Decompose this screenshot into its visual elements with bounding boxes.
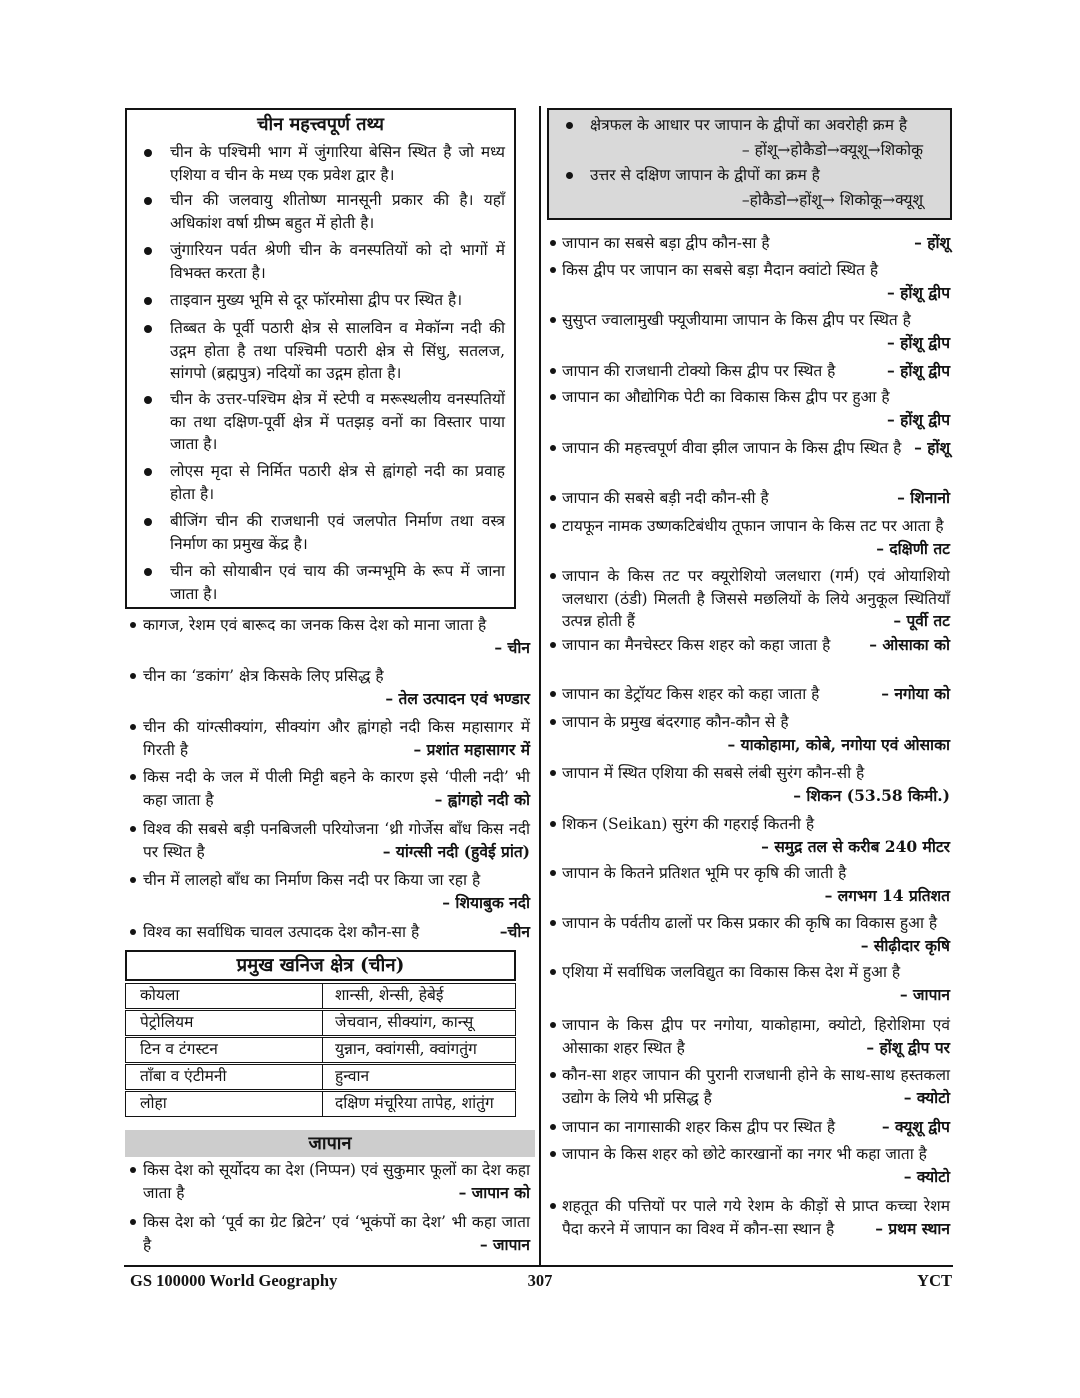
qa-item — [143, 1159, 530, 1204]
question-text: कागज, रेशम एवं बारूद का जनक किस देश को माना जाता है — [143, 616, 487, 634]
region-cell: जेचवान, सीक्यांग, कान्सू — [335, 1013, 474, 1031]
question-text: किस नदी के जल में पीली मिट्टी बहने के कारण इसे ‘पीली नदी’ भी कहा जाता है — [143, 768, 530, 809]
qa-item — [562, 1195, 950, 1240]
answer-text: – प्रथम स्थान — [875, 1218, 950, 1238]
answer-text: – शिनानो — [897, 488, 950, 507]
question-text: जापान का मैनचेस्टर किस शहर को कहा जाता है — [562, 636, 831, 654]
region-cell: दक्षिण मंचूरिया तापेह, शांतुंग — [335, 1094, 494, 1112]
answer-text: – क्यूशू द्वीप — [881, 1117, 950, 1136]
answer-text: – लगभग 14 प्रतिशत — [824, 885, 950, 905]
qa-item — [562, 912, 950, 957]
question-text: क्षेत्रफल के आधार पर जापान के द्वीपों का अवरोही क्रम है — [590, 116, 908, 134]
qa-item — [562, 487, 950, 510]
question-text: शिकन (Seikan) सुरंग की गहराई कितनी है — [562, 815, 815, 833]
mineral-cell: ताँबा व एंटीमनी — [126, 1065, 323, 1089]
answer-text: – पूर्वी तट — [893, 611, 950, 630]
qa-item — [143, 614, 530, 659]
mineral-cell: कोयला — [126, 984, 323, 1008]
footer-publisher: YCT — [917, 1271, 952, 1290]
qa-item — [562, 386, 950, 431]
qa-item — [562, 813, 950, 858]
question-text: विश्व की सबसे बड़ी पनबिजली परियोजना ‘थ्री गोर्जेस बाँध किस नदी पर स्थित है — [143, 820, 530, 861]
region-cell: युन्नान, क्वांगसी, क्वांगतुंग — [335, 1040, 477, 1058]
japan-islands-order-box — [547, 108, 952, 220]
question-text: चीन की यांग्त्सीक्यांग, सीक्यांग और ह्वांगहो नदी किस महासागर में गिरती है — [143, 718, 530, 759]
answer-text: – होंशू→होकैडो→क्यूशू→शिकोकू — [741, 140, 923, 159]
answer-text: – होंशू — [914, 438, 950, 457]
question-text: जापान का सबसे बड़ा द्वीप कौन-सा है — [562, 234, 770, 252]
fact-item: लोएस मृदा से निर्मित पठारी क्षेत्र से ह्वांगहो नदी का प्रवाह होता है। — [170, 460, 505, 505]
question-text: जापान के पर्वतीय ढालों पर किस प्रकार की कृषि का विकास हुआ है — [562, 914, 938, 932]
question-text: जापान के प्रमुख बंदरगाह कौन-कौन से है — [562, 713, 789, 731]
answer-text: – समुद्र तल से करीब 240 मीटर — [761, 836, 950, 856]
fact-item: ताइवान मुख्य भूमि से दूर फॉरमोसा द्वीप पर स्थित है। — [170, 289, 505, 312]
answer-text: – सीढ़ीदार कृषि — [860, 935, 950, 955]
answer-text: – ओसाका को — [869, 635, 950, 654]
answer-text: – शियाबुक नदी — [442, 892, 530, 912]
qa-item — [562, 1116, 950, 1139]
qa-item — [562, 1014, 950, 1059]
minerals-table-title: प्रमुख खनिज क्षेत्र (चीन) — [125, 950, 516, 981]
answer-text: – शिकन (53.58 किमी.) — [793, 785, 950, 805]
qa-item — [143, 716, 530, 761]
answer-text: – क्योटो — [903, 1087, 950, 1107]
question-text: टायफून नामक उष्णकटिबंधीय तूफान जापान के किस तट पर आता है — [562, 517, 944, 535]
answer-text: – होंशू द्वीप — [886, 332, 950, 352]
question-text: जापान की राजधानी टोक्यो किस द्वीप पर स्थित है — [562, 362, 836, 380]
mineral-cell: पेट्रोलियम — [126, 1011, 323, 1035]
mineral-cell: लोहा — [126, 1092, 323, 1116]
qa-item — [562, 515, 950, 560]
qa-item — [562, 1064, 950, 1109]
answer-text: – जापान को — [458, 1182, 530, 1202]
question-text: विश्व का सर्वाधिक चावल उत्पादक देश कौन-सा है — [143, 923, 420, 941]
answer-text: – नगोया को — [881, 684, 950, 703]
qa-item — [562, 862, 950, 907]
footer-book-title: GS 100000 World Geography — [130, 1271, 338, 1290]
question-text: चीन का ‘डकांग’ क्षेत्र किसके लिए प्रसिद्ध है — [143, 667, 384, 685]
region-cell: हुन्वान — [335, 1067, 370, 1085]
answer-text: – यांग्त्सी नदी (हुवेई प्रांत) — [382, 841, 530, 861]
answer-text: – चीन — [494, 637, 530, 657]
fact-item: जुंगारियन पर्वत श्रेणी चीन के वनस्पतियों को दो भागों में विभक्त करता है। — [170, 239, 505, 284]
order-item — [590, 114, 941, 161]
answer-text: – ह्वांगहो नदी को — [434, 789, 530, 809]
table-row — [125, 1037, 516, 1063]
question-text: एशिया में सर्वाधिक जलविद्युत का विकास किस देश में हुआ है — [562, 963, 901, 981]
question-text: शहतूत की पत्तियों पर पाले गये रेशम के कीड़ों से प्राप्त कच्चा रेशम पैदा करने में जापान का विश्व में कौन-सा स्थान है — [562, 1197, 950, 1238]
question-text: जापान की सबसे बड़ी नदी कौन-सी है — [562, 489, 769, 507]
question-text: जापान का नागासाकी शहर किस द्वीप पर स्थित है — [562, 1118, 836, 1136]
minerals-table — [125, 950, 516, 1118]
china-facts-box — [125, 108, 516, 609]
answer-text: – प्रशांत महासागर में — [413, 739, 530, 759]
answer-text: – क्योटो — [903, 1166, 950, 1186]
fact-item: चीन को सोयाबीन एवं चाय की जन्मभूमि के रूप में जाना जाता है। — [170, 560, 505, 605]
answer-text: – तेल उत्पादन एवं भण्डार — [385, 688, 530, 708]
japan-section-heading: जापान — [125, 1130, 535, 1157]
qa-item — [562, 634, 950, 657]
question-text: जापान की महत्त्वपूर्ण वीवा झील जापान के किस द्वीप स्थित है — [562, 439, 902, 457]
qa-item — [143, 921, 530, 944]
order-item — [590, 164, 941, 211]
qa-item — [562, 309, 950, 354]
question-text: किस देश को ‘पूर्व का ग्रेट ब्रिटेन’ एवं ‘भूकंपों का देश’ भी कहा जाता है — [143, 1213, 530, 1254]
qa-item — [562, 961, 950, 1006]
answer-text: – होंशू — [914, 233, 950, 252]
question-text: कौन-सा शहर जापान की पुरानी राजधानी होने के साथ-साथ हस्तकला उद्योग के लिये भी प्रसिद्ध है — [562, 1066, 950, 1107]
page-column-divider — [539, 106, 541, 1266]
question-text: सुसुप्त ज्वालामुखी फ्यूजीयामा जापान के किस द्वीप पर स्थित है — [562, 311, 911, 329]
footer-page-number: 307 — [527, 1271, 553, 1290]
region-cell: शान्सी, शेन्सी, हेबेई — [335, 986, 444, 1004]
question-text: किस देश को सूर्योदय का देश (निप्पन) एवं सुकुमार फूलों का देश कहा जाता है — [143, 1161, 531, 1202]
answer-text: – होंशू द्वीप — [886, 282, 950, 302]
answer-text: – होंशू द्वीप पर — [866, 1037, 950, 1057]
qa-item — [143, 665, 530, 710]
question-text: जापान के कितने प्रतिशत भूमि पर कृषि की जाती है — [562, 864, 847, 882]
fact-item: तिब्बत के पूर्वी पठारी क्षेत्र से सालविन व मेकॉन्ग नदी की उद्गम होता है तथा पश्चिमी पठारी क्षेत्र से सिंधु, सतलज, सांगपो (ब्रह्मपुत्र) नदियों का उद्गम होता है। — [170, 317, 505, 385]
answer-text: – जापान — [479, 1234, 530, 1254]
china-facts-title: चीन महत्त्वपूर्ण तथ्य — [257, 114, 384, 135]
qa-item — [143, 818, 530, 863]
answer-text: –चीन — [499, 922, 530, 941]
fact-item: चीन की जलवायु शीतोष्ण मानसूनी प्रकार की है। यहाँ अधिकांश वर्षा ग्रीष्म बहुत में होती है। — [170, 189, 505, 234]
question-text: जापान के किस शहर को छोटे कारखानों का नगर भी कहा जाता है — [562, 1145, 927, 1163]
qa-item — [562, 232, 950, 255]
qa-item — [562, 683, 950, 706]
qa-item — [143, 766, 530, 811]
table-row — [125, 1064, 516, 1090]
qa-item — [562, 437, 950, 460]
question-text: जापान का डेट्रॉयट किस शहर को कहा जाता है — [562, 685, 820, 703]
answer-text: – याकोहामा, कोबे, नगोया एवं ओसाका — [727, 734, 950, 754]
question-text: उत्तर से दक्षिण जापान के द्वीपों का क्रम है — [590, 166, 820, 184]
qa-item — [143, 869, 530, 914]
question-text: जापान के किस द्वीप पर नगोया, याकोहामा, क्योटो, हिरोशिमा एवं ओसाका शहर स्थित है — [562, 1016, 950, 1057]
question-text: किस द्वीप पर जापान का सबसे बड़ा मैदान क्वांटो स्थित है — [562, 261, 879, 279]
qa-item — [562, 762, 950, 807]
mineral-cell: टिन व टंगस्टन — [126, 1038, 323, 1062]
question-text: जापान में स्थित एशिया की सबसे लंबी सुरंग कौन-सी है — [562, 764, 865, 782]
fact-item: चीन के उत्तर-पश्चिम क्षेत्र में स्टेपी व मरूस्थलीय वनस्पतियों का तथा दक्षिण-पूर्वी क्षेत्र में पतझड़ वनों का विस्तार पाया जाता है। — [170, 388, 505, 456]
question-text: जापान के किस तट पर क्यूरोशियो जलधारा (गर्म) एवं ओयाशियो जलधारा (ठंडी) मिलती है जिससे मछलियों के लिये अनुकूल स्थितियाँ उत्पन्न होती हैं — [562, 567, 950, 630]
qa-item — [562, 1143, 950, 1188]
table-row — [125, 983, 516, 1009]
qa-item — [562, 711, 950, 756]
qa-item — [143, 1211, 530, 1256]
question-text: जापान का औद्योगिक पेटी का विकास किस द्वीप पर हुआ है — [562, 388, 890, 406]
question-text: चीन में लालहो बाँध का निर्माण किस नदी पर किया जा रहा है — [143, 871, 481, 889]
qa-item — [562, 565, 950, 633]
answer-text: –होकैडो→होंशू→ शिकोकू→क्यूशू — [741, 190, 923, 209]
answer-text: – जापान — [899, 984, 950, 1004]
table-row — [125, 1091, 516, 1117]
table-row — [125, 1010, 516, 1036]
answer-text: – होंशू द्वीप — [886, 409, 950, 429]
answer-text: – दक्षिणी तट — [876, 538, 950, 558]
fact-item: बीजिंग चीन की राजधानी एवं जलपोत निर्माण तथा वस्त्र निर्माण का प्रमुख केंद्र है। — [170, 510, 505, 555]
answer-text: – होंशू द्वीप — [886, 361, 950, 380]
footer-rule — [124, 1265, 953, 1267]
qa-item — [562, 360, 950, 383]
fact-item: चीन के पश्चिमी भाग में जुंगारिया बेसिन स्थित है जो मध्य एशिया व चीन के मध्य एक प्रवेश द्वार है। — [170, 141, 505, 186]
qa-item — [562, 259, 950, 304]
